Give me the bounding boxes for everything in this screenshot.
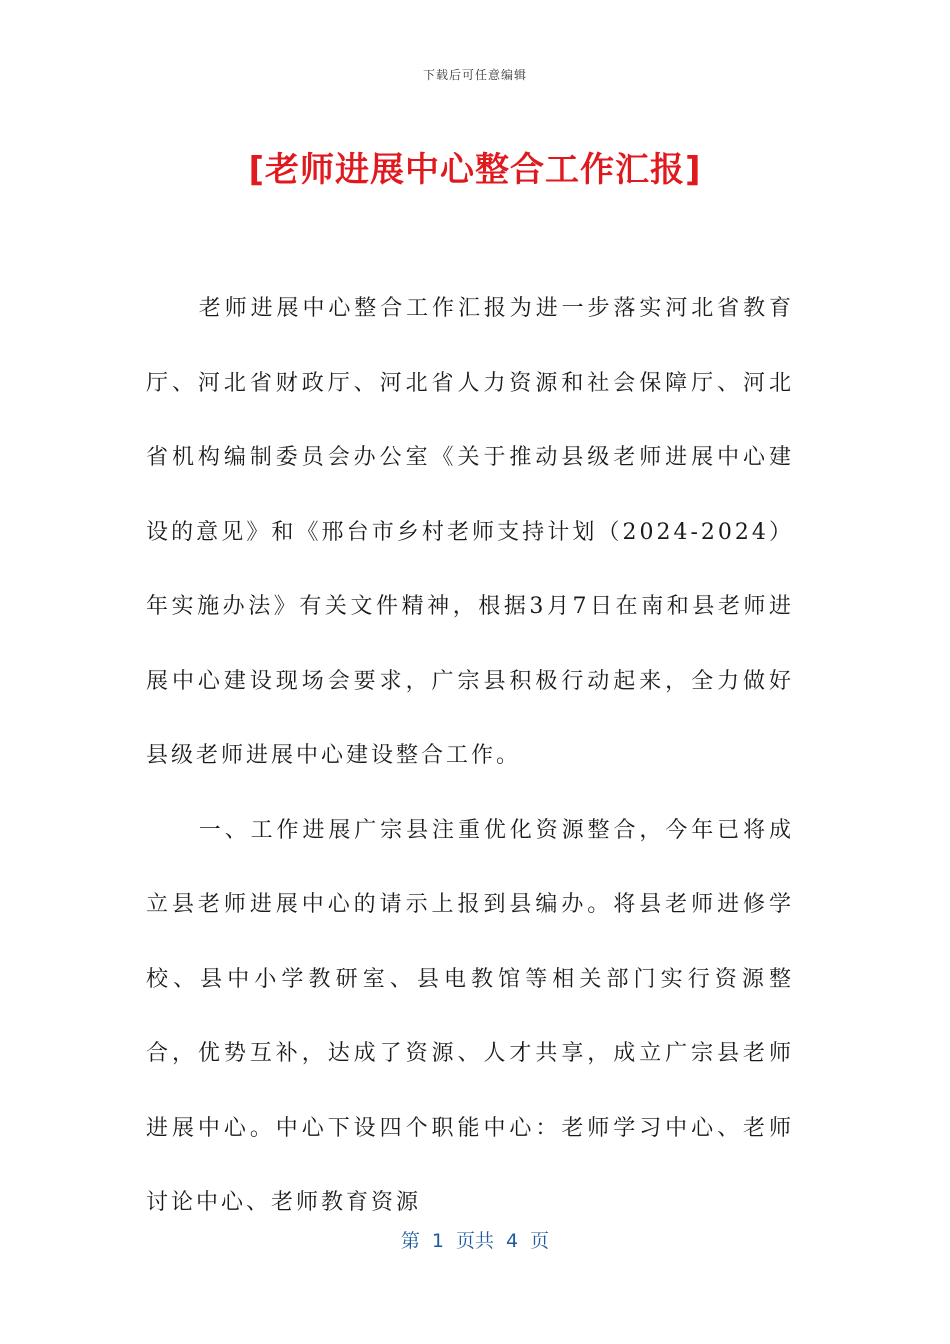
document-body: [146, 272, 794, 1241]
paragraph-progress: 一、工作进展广宗县注重优化资源整合，今年已将成立县老师进展中心的请示上报到县编办。将县老师进修学校、县中小学教研室、县电教馆等相关部门实行资源整合，优势互补，达成了资源、人才共享，成立广宗县老师进展中心。中心下设四个职能中心：老师学习中心、老师讨论中心、老师教育资源: [146, 817, 794, 1215]
footer-suffix: 页: [530, 1230, 550, 1252]
footer-mid: 页共: [455, 1230, 494, 1252]
header-note: 下载后可任意编辑: [422, 68, 527, 82]
page-footer: [0, 1226, 950, 1253]
paragraph-intro: 老师进展中心整合工作汇报为进一步落实河北省教育厅、河北省财政厅、河北省人力资源和社会保障厅、河北省机构编制委员会办公室《关于推动县级老师进展中心建设的意见》和《邢台市乡村老师支持计划（2024-2024）年实施办法》有关文件精神，根据3月7日在南和县老师进展中心建设现场会要求，广宗县积极行动起来，全力做好县级老师进展中心建设整合工作。: [146, 296, 794, 768]
footer-current-page: 1: [431, 1230, 444, 1252]
document-title: [老师进展中心整合工作汇报]: [248, 150, 702, 190]
footer-total-pages: 4: [506, 1230, 519, 1252]
footer-prefix: 第: [400, 1230, 420, 1252]
